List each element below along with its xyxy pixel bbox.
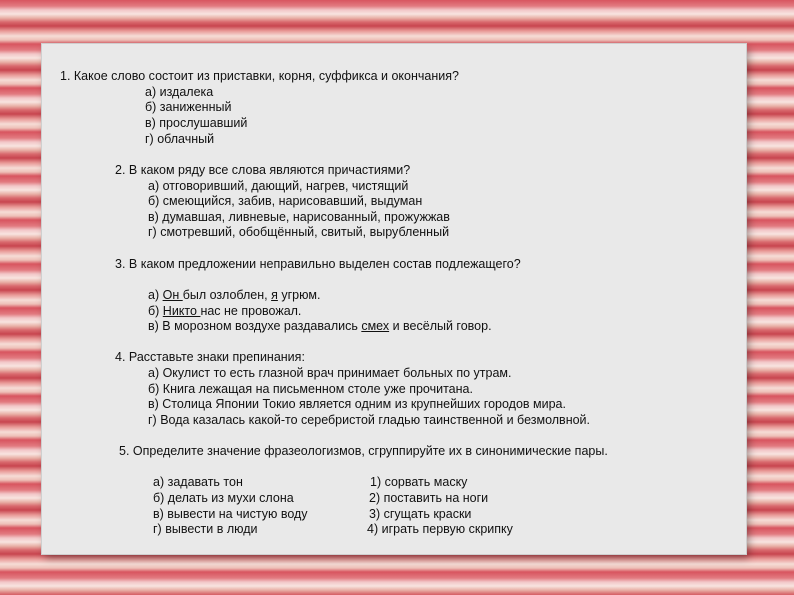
- q2-option-a: а) отговоривший, дающий, нагрев, чистящий: [148, 179, 409, 193]
- q1-title: 1. Какое слово состоит из приставки, корня, суффикса и окончания?: [60, 69, 459, 83]
- q2-option-d: г) смотревший, обобщённый, свитый, вырубленный: [148, 225, 450, 239]
- q4-option-d: г) Вода казалась какой-то серебристой гладью таинственной и безмолвной.: [148, 413, 591, 427]
- underlined-subject: Никто: [162, 304, 201, 318]
- q4-option-c: в) Столица Японии Токио является одним из крупнейших городов мира.: [148, 397, 566, 411]
- underlined-subject: смех: [361, 319, 390, 333]
- q2-title: 2. В каком ряду все слова являются причастиями?: [115, 163, 411, 177]
- q1-option-c: в) прослушавший: [145, 116, 248, 130]
- q5-right-2: 2) поставить на ноги: [369, 491, 489, 505]
- q1-option-a: а) издалека: [145, 85, 214, 99]
- q3-option-a: а) Он был озлоблен, я угрюм.: [148, 288, 321, 302]
- q5-left-d: г) вывести в люди: [153, 522, 258, 536]
- underlined-subject: Он: [162, 288, 183, 302]
- q4-title: 4. Расставьте знаки препинания:: [115, 350, 305, 364]
- q5-right-1: 1) сорвать маску: [370, 475, 468, 489]
- q5-right-4: 4) играть первую скрипку: [367, 522, 513, 536]
- q3-option-c: в) В морозном воздухе раздавались смех и весёлый говор.: [148, 319, 492, 333]
- q1-option-b: б) заниженный: [145, 100, 232, 114]
- q4-option-b: б) Книга лежащая на письменном столе уже прочитана.: [148, 382, 473, 396]
- q3-title: 3. В каком предложении неправильно выделен состав подлежащего?: [115, 257, 521, 271]
- q2-option-b: б) смеющийся, забив, нарисовавший, выдуман: [148, 194, 423, 208]
- q1-option-d: г) облачный: [145, 132, 215, 146]
- q5-left-c: в) вывести на чистую воду: [153, 507, 308, 521]
- q3-option-b: б) Никто нас не провожал.: [148, 304, 302, 318]
- q2-option-c: в) думавшая, ливневые, нарисованный, прожужжав: [148, 210, 450, 224]
- q5-left-b: б) делать из мухи слона: [153, 491, 294, 505]
- q5-left-a: а) задавать тон: [153, 475, 243, 489]
- underlined-subject: я: [271, 288, 278, 302]
- q4-option-a: а) Окулист то есть глазной врач принимает больных по утрам.: [148, 366, 512, 380]
- q5-title: 5. Определите значение фразеологизмов, сгруппируйте их в синонимические пары.: [119, 444, 608, 458]
- q5-right-3: 3) сгущать краски: [369, 507, 472, 521]
